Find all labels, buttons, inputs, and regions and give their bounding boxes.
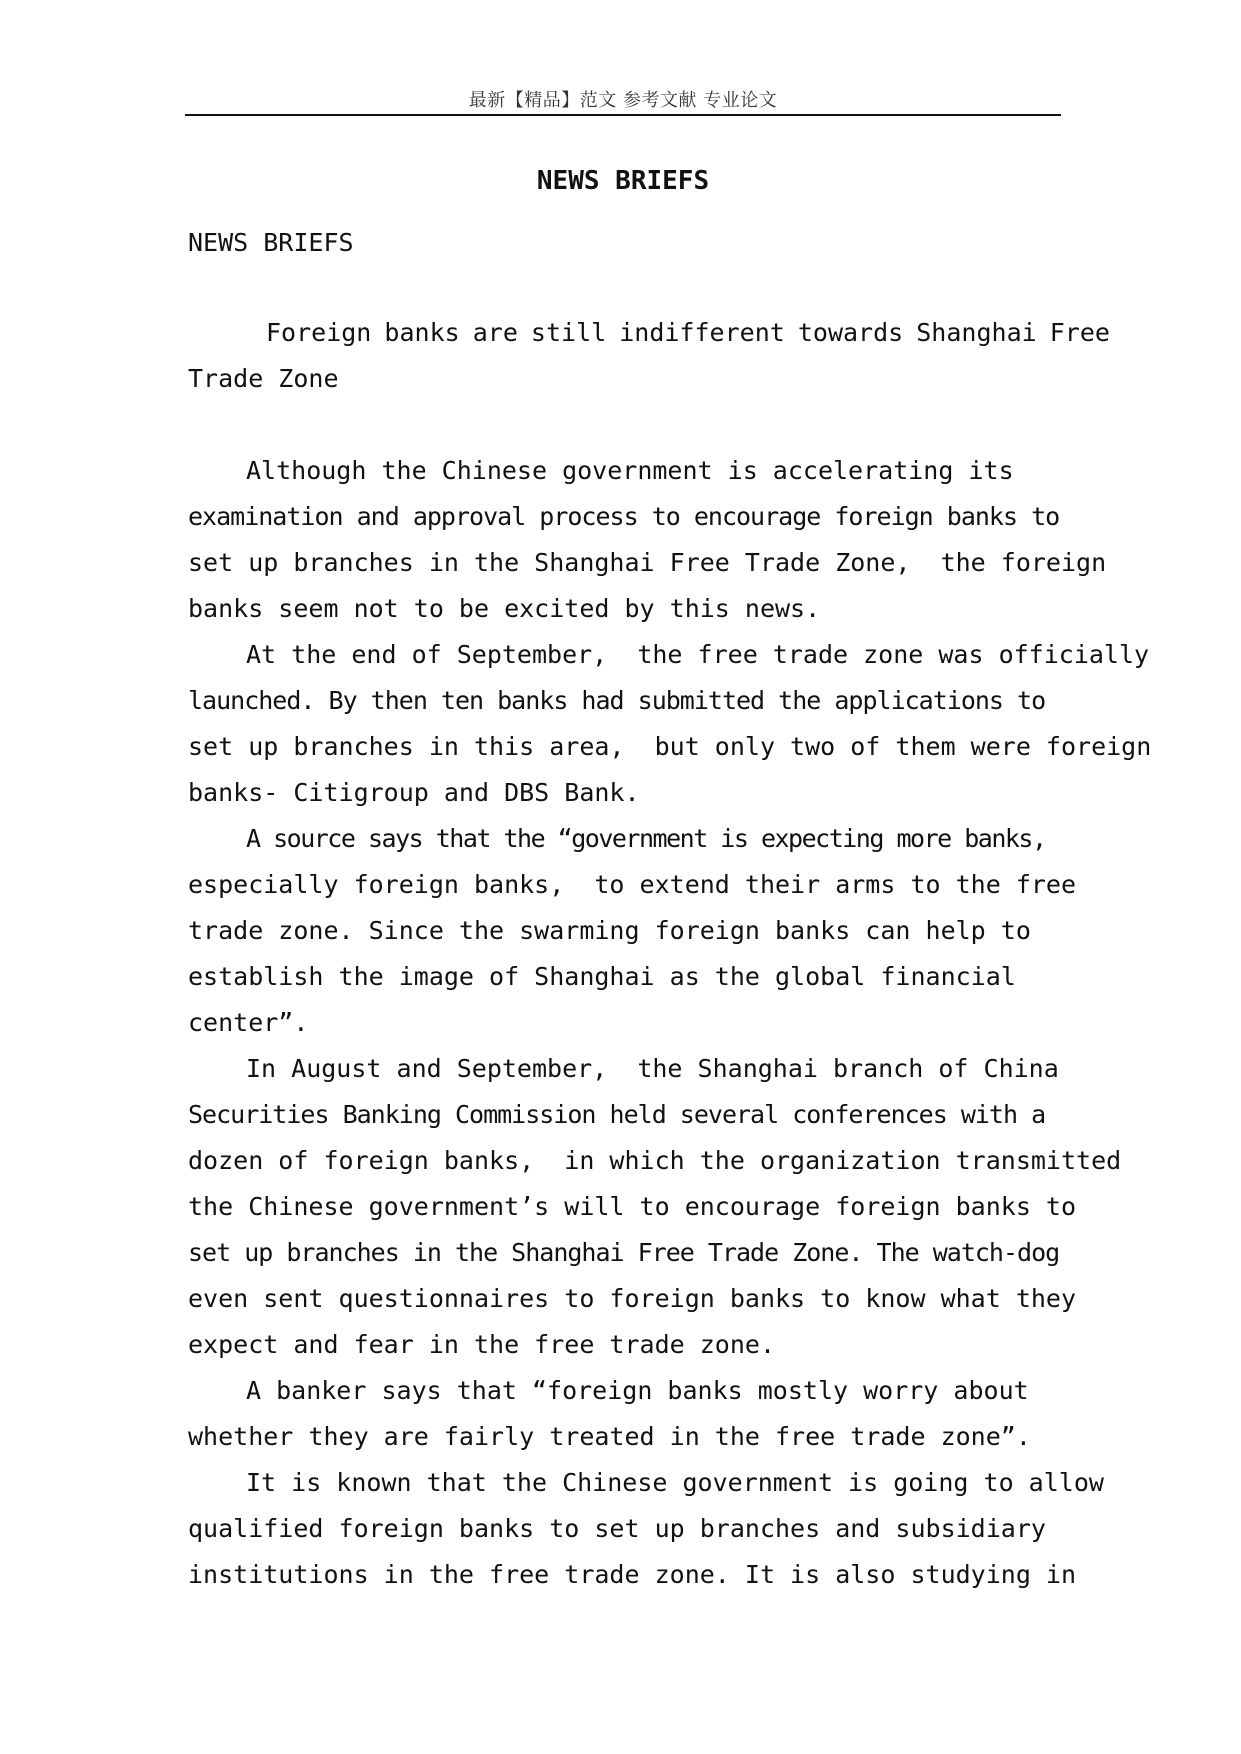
body-line: trade zone. Since the swarming foreign banks can help to bbox=[188, 916, 1031, 945]
body-line: set up branches in the Shanghai Free Trade Zone. The watch-dog bbox=[188, 1238, 1060, 1267]
body-line: Although the Chinese government is accelerating its bbox=[246, 456, 1014, 485]
header-divider bbox=[185, 114, 1061, 116]
body-line: Securities Banking Commission held several conferences with a bbox=[188, 1100, 1046, 1129]
body-line: center”. bbox=[188, 1008, 309, 1037]
body-line: set up branches in this area, but only two of them were foreign bbox=[188, 732, 1152, 761]
page-header: 最新【精品】范文 参考文献 专业论文 bbox=[468, 90, 778, 111]
body-line: In August and September, the Shanghai branch of China bbox=[246, 1054, 1059, 1083]
body-line: A source says that the “government is expecting more banks, bbox=[246, 824, 1046, 853]
body-line: especially foreign banks, to extend their arms to the free bbox=[188, 870, 1077, 899]
body-line: At the end of September, the free trade zone was officially bbox=[246, 640, 1150, 669]
section-label: NEWS BRIEFS bbox=[188, 228, 354, 257]
body-line: set up branches in the Shanghai Free Trade Zone, the foreign bbox=[188, 548, 1107, 577]
body-line: the Chinese government’s will to encourage foreign banks to bbox=[188, 1192, 1077, 1221]
body-line: institutions in the free trade zone. It is also studying in bbox=[188, 1560, 1077, 1589]
body-line: banks- Citigroup and DBS Bank. bbox=[188, 778, 640, 807]
body-line: banks seem not to be excited by this news. bbox=[188, 594, 821, 623]
body-line: launched. By then ten banks had submitted the applications to bbox=[188, 686, 1046, 715]
body-line: whether they are fairly treated in the free trade zone”. bbox=[188, 1422, 1031, 1451]
body-line: It is known that the Chinese government is going to allow bbox=[246, 1468, 1104, 1497]
body-line: A banker says that “foreign banks mostly worry about bbox=[246, 1376, 1029, 1405]
body-line: establish the image of Shanghai as the global financial bbox=[188, 962, 1016, 991]
body-line: dozen of foreign banks, in which the organization transmitted bbox=[188, 1146, 1122, 1175]
body-line: qualified foreign banks to set up branches and subsidiary bbox=[188, 1514, 1046, 1543]
headline-line: Foreign banks are still indifferent towards Shanghai Free bbox=[266, 318, 1110, 347]
document-title: NEWS BRIEFS bbox=[536, 166, 710, 196]
body-line: examination and approval process to encourage foreign banks to bbox=[188, 502, 1060, 531]
headline-line: Trade Zone bbox=[188, 364, 339, 393]
body-line: expect and fear in the free trade zone. bbox=[188, 1330, 775, 1359]
body-line: even sent questionnaires to foreign banks to know what they bbox=[188, 1284, 1077, 1313]
